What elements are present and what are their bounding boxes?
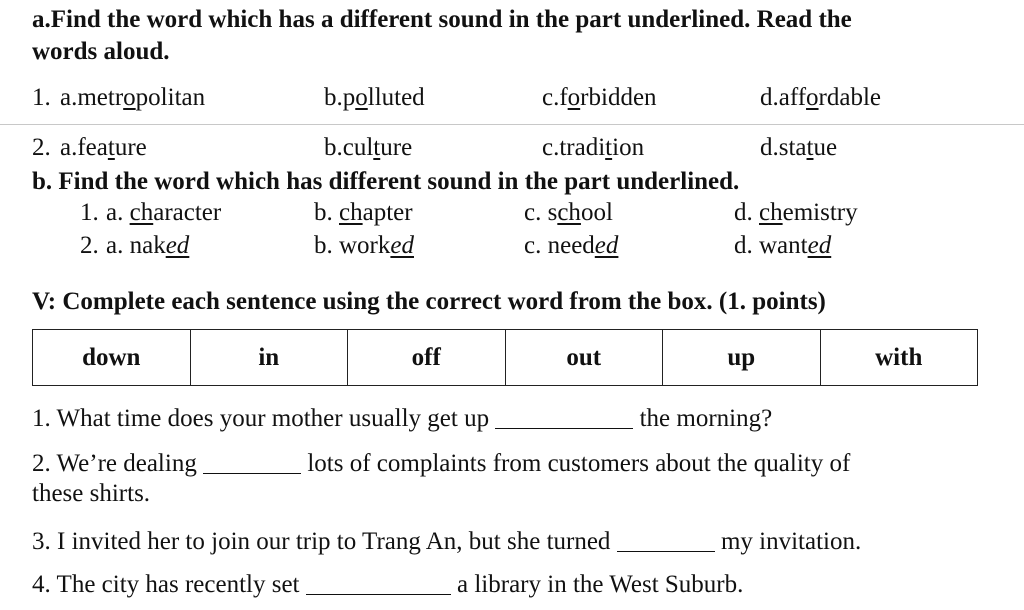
question-b1-option-b: b. chapter [314,199,413,226]
sentence-2-continuation: these shirts. [32,480,151,507]
word-box-cell: up [663,330,821,385]
sentence-2: 2. We’re dealing lots of complaints from customers about the quality of [32,450,851,477]
sentence-3: 3. I invited her to join our trip to Trang An, but she turned my invitation. [32,528,862,555]
question-b2-option-d: d. wanted [734,232,832,259]
question-a1-number: 1. [32,84,51,111]
question-b2-number: 2. [80,232,99,259]
section-a-heading-line1: a.Find the word which has a different sound in the part underlined. Read the [32,6,852,33]
word-box-cell: with [875,343,923,371]
section-v-heading: V: Complete each sentence using the correct word from the box. (1. points) [32,288,826,315]
question-b1-option-c: c. school [524,199,613,226]
question-b2-option-c: c. needed [524,232,619,259]
word-box [32,329,978,386]
section-a-heading-line2: words aloud. [32,38,170,65]
answer-blank-4[interactable] [306,569,451,595]
question-a2-option-b: b.culture [324,134,413,161]
word-box-cell: out [506,330,664,385]
word-box-cell: down [33,330,191,385]
sentence-1: 1. What time does your mother usually get up the morning? [32,405,773,432]
question-a2-option-a: a.feature [60,134,147,161]
section-b-heading: b. Find the word which has different sound in the part underlined. [32,168,740,195]
word-box-cell: off [348,330,506,385]
answer-blank-2[interactable] [203,448,301,474]
question-a1-option-a: a.metropolitan [60,84,206,111]
question-a1-option-d: d.affordable [760,84,882,111]
question-b1-number: 1. [80,199,99,226]
sentence-4: 4. The city has recently set a library in the West Suburb. [32,571,744,598]
divider-line [0,124,1024,125]
question-a1-option-c: c.forbidden [542,84,657,111]
question-b2-option-b: b. worked [314,232,414,259]
question-a2-option-d: d.statue [760,134,838,161]
question-b1-option-a: a. character [106,199,222,226]
question-b1-option-d: d. chemistry [734,199,858,226]
question-a2-option-c: c.tradition [542,134,645,161]
question-a2-number: 2. [32,134,51,161]
question-b2-option-a: a. naked [106,232,190,259]
word-box-cell: in [191,330,349,385]
answer-blank-1[interactable] [495,403,633,429]
question-a1-option-b: b.polluted [324,84,425,111]
answer-blank-3[interactable] [617,526,715,552]
